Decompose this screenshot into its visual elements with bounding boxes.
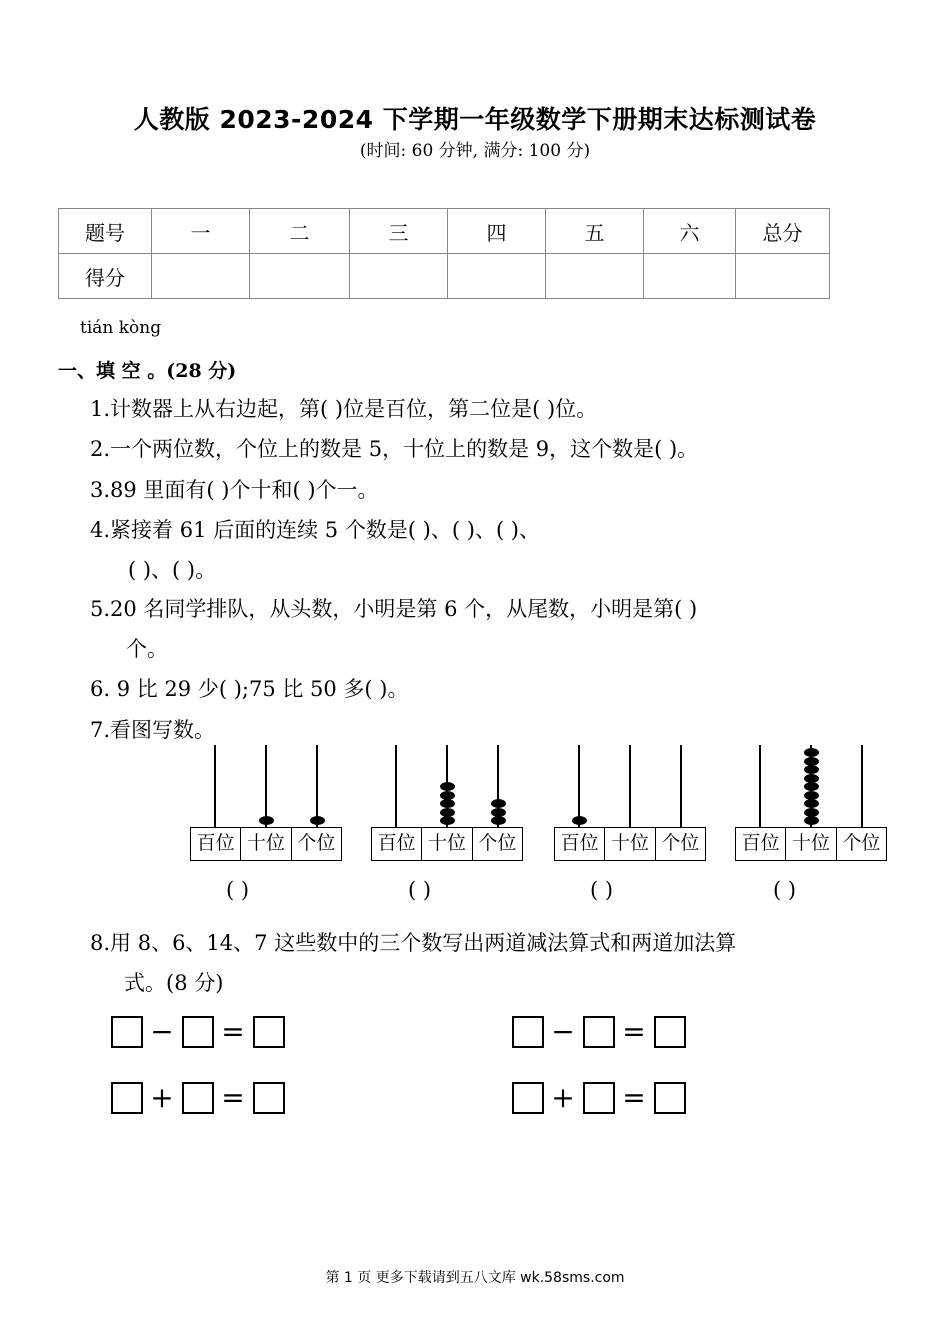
page-footer: 第 1 页 更多下载请到五八文库 wk.58sms.com: [325, 1270, 625, 1286]
abacus-bead: [572, 816, 587, 825]
score-header-cell: 二: [250, 209, 350, 254]
abacus-label: 十位: [422, 828, 472, 860]
equals-sign: =: [221, 1081, 245, 1114]
question-5-cont: 个。: [126, 637, 168, 661]
question-2: 2.一个两位数，个位上的数是 5，十位上的数是 9，这个数是( )。: [90, 437, 699, 461]
question-8: 8.用 8、6、14、7 这些数中的三个数写出两道减法算式和两道加法算: [90, 931, 737, 955]
score-header-cell: 一: [152, 209, 250, 254]
abacus-label: 百位: [736, 828, 786, 860]
abacus-label: 十位: [786, 828, 836, 860]
abacus-bead: [310, 816, 325, 825]
abacus-label: 百位: [191, 828, 241, 860]
score-header-cell: 六: [644, 209, 736, 254]
abacus-bead: [491, 808, 506, 817]
exam-info: (时间: 60 分钟, 满分: 100 分): [359, 141, 591, 161]
question-5: 5.20 名同学排队，从头数，小明是第 6 个，从尾数，小明是第( ): [90, 597, 698, 621]
answer-box[interactable]: [512, 1082, 544, 1114]
answer-box[interactable]: [654, 1016, 686, 1048]
equals-sign: =: [221, 1015, 245, 1048]
answer-blank[interactable]: ( ): [226, 878, 250, 902]
score-table: [58, 208, 830, 299]
answer-box[interactable]: [111, 1016, 143, 1048]
abacus-bead: [440, 782, 455, 791]
score-cell[interactable]: [350, 254, 448, 299]
minus-sign: −: [551, 1015, 575, 1048]
score-header-cell: 题号: [59, 209, 152, 254]
plus-sign: +: [150, 1081, 174, 1114]
abacus-label: 百位: [555, 828, 605, 860]
answer-box[interactable]: [512, 1016, 544, 1048]
abacus-bead: [259, 816, 274, 825]
answer-blank[interactable]: ( ): [773, 878, 797, 902]
plus-sign: +: [551, 1081, 575, 1114]
score-cell[interactable]: [152, 254, 250, 299]
answer-box[interactable]: [583, 1016, 615, 1048]
answer-box[interactable]: [182, 1082, 214, 1114]
abacus-bead: [804, 757, 819, 766]
score-header-cell: 总分: [736, 209, 830, 254]
question-1: 1.计数器上从右边起，第( )位是百位，第二位是( )位。: [90, 397, 598, 421]
question-8-cont: 式。(8 分): [124, 971, 224, 995]
answer-box[interactable]: [111, 1082, 143, 1114]
abacus-bead: [440, 808, 455, 817]
abacus-bead: [804, 816, 819, 825]
page-title: 人教版 2023-2024 下学期一年级数学下册期末达标测试卷: [133, 105, 817, 134]
answer-blank[interactable]: ( ): [408, 878, 432, 902]
abacus-bead: [440, 816, 455, 825]
score-table-score-row: [59, 254, 830, 299]
question-4: 4.紧接着 61 后面的连续 5 个数是( )、( )、( )、: [90, 518, 541, 542]
score-cell[interactable]: [644, 254, 736, 299]
abacus-bead: [804, 799, 819, 808]
abacus-label: 个位: [661, 832, 700, 854]
answer-box[interactable]: [253, 1082, 285, 1114]
score-header-cell: 三: [350, 209, 448, 254]
answer-box[interactable]: [654, 1082, 686, 1114]
score-cell[interactable]: [546, 254, 644, 299]
abacus-bead: [440, 799, 455, 808]
abacus-bead: [440, 791, 455, 800]
abacus-label: 十位: [605, 828, 655, 860]
score-table-header-row: [59, 209, 830, 254]
question-4-cont: ( )、( )。: [128, 558, 217, 582]
score-cell[interactable]: [736, 254, 830, 299]
abacus-bead: [804, 774, 819, 783]
abacus-label: 个位: [478, 832, 517, 854]
equals-sign: =: [622, 1081, 646, 1114]
answer-box[interactable]: [253, 1016, 285, 1048]
abacus-label: 十位: [241, 828, 291, 860]
abacus-bead: [804, 765, 819, 774]
score-cell[interactable]: [250, 254, 350, 299]
answer-blank[interactable]: ( ): [590, 878, 614, 902]
section-heading: 一、填 空 。(28 分): [58, 360, 237, 382]
answer-box[interactable]: [182, 1016, 214, 1048]
abacus-label: 百位: [372, 828, 422, 860]
abacus-bead: [804, 748, 819, 757]
abacus-bead: [491, 799, 506, 808]
abacus-bead: [804, 808, 819, 817]
score-cell[interactable]: [448, 254, 546, 299]
equals-sign: =: [622, 1015, 646, 1048]
abacus-bead: [804, 791, 819, 800]
abacus-bead: [804, 782, 819, 791]
question-6: 6. 9 比 29 少( );75 比 50 多( )。: [90, 677, 409, 701]
answer-box[interactable]: [583, 1082, 615, 1114]
score-header-cell: 五: [546, 209, 644, 254]
minus-sign: −: [150, 1015, 174, 1048]
score-header-cell: 四: [448, 209, 546, 254]
question-3: 3.89 里面有( )个十和( )个一。: [90, 478, 379, 502]
abacus-bead: [491, 816, 506, 825]
score-row-label: 得分: [59, 254, 152, 299]
abacus-label: 个位: [297, 832, 336, 854]
abacus-label: 个位: [842, 832, 881, 854]
pinyin-annotation: tián kòng: [80, 318, 162, 338]
question-7: 7.看图写数。: [90, 718, 216, 742]
